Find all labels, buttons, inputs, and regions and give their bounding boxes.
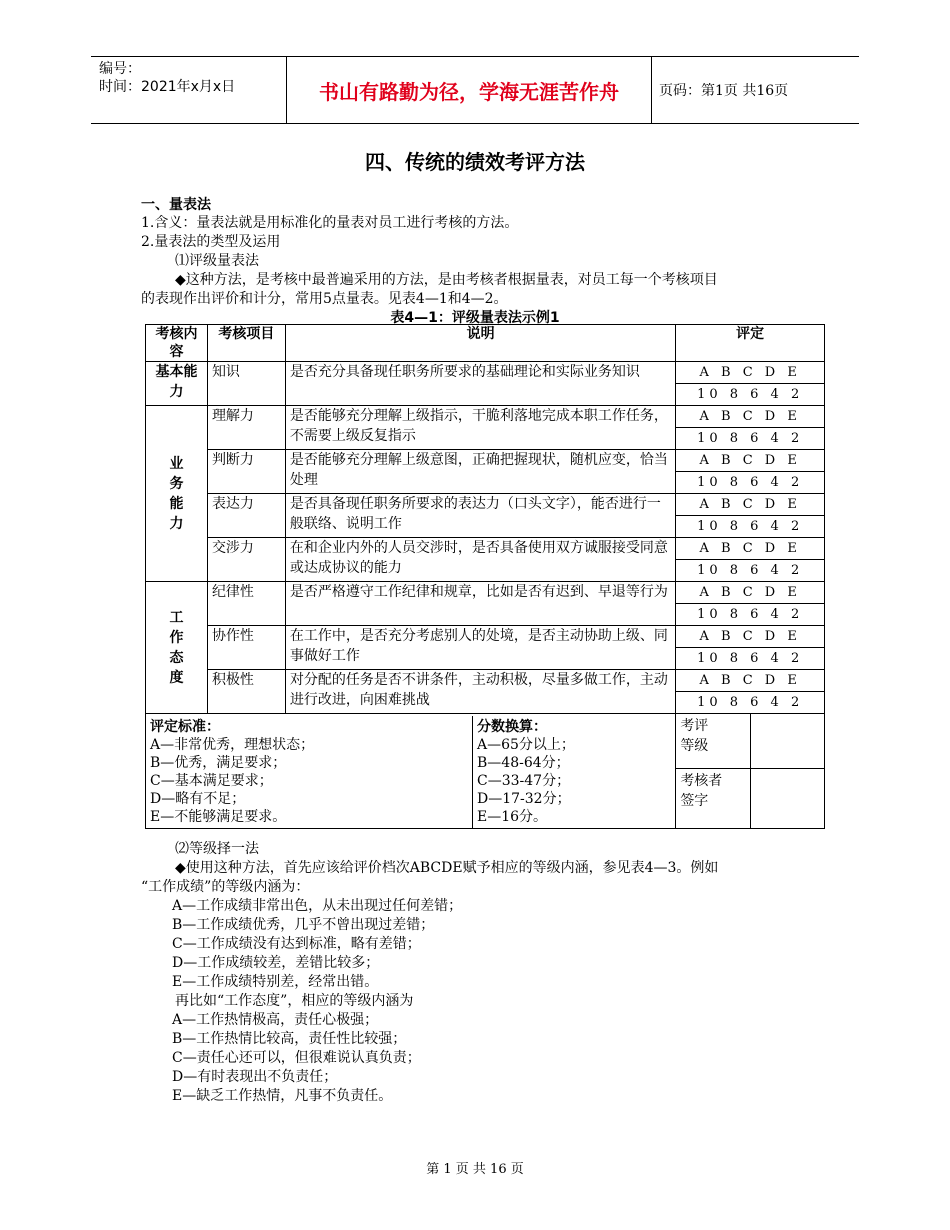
desc-cell: 在工作中，是否充分考虑别人的处境，是否主动协助上级、同事做好工作 bbox=[285, 626, 675, 670]
conversion-column bbox=[472, 716, 675, 828]
assessor-sign-value bbox=[751, 769, 825, 829]
table-row bbox=[146, 538, 825, 560]
item-cell: 知识 bbox=[207, 362, 285, 406]
paragraph-line: C—责任心还可以，但很难说认真负责； bbox=[172, 1050, 421, 1066]
paragraph-line: ◆这种方法，是考核中最普遍采用的方法，是由考核者根据量表，对员工每一个考核项目 bbox=[175, 272, 718, 288]
desc-cell: 对分配的任务是否不讲条件，主动积极，尽量多做工作，主动进行改进，向困难挑战 bbox=[285, 670, 675, 714]
desc-cell: 是否严格遵守工作纪律和规章，比如是否有迟到、早退等行为 bbox=[285, 582, 675, 626]
grade-scores: 10 8 6 4 2 bbox=[676, 604, 825, 626]
paragraph-line: 的表现作出评价和计分，常用5点量表。见表4—1和4—2。 bbox=[141, 291, 508, 307]
desc-cell: 是否能够充分理解上级意图，正确把握现状，随机应变，恰当处理 bbox=[285, 450, 675, 494]
grade-scores: 10 8 6 4 2 bbox=[676, 472, 825, 494]
table-row bbox=[146, 406, 825, 428]
standard-item: D—略有不足； bbox=[150, 791, 246, 807]
paragraph-line: E—缺乏工作热情，凡事不负责任。 bbox=[172, 1088, 393, 1104]
grade-letters: A B C D E bbox=[676, 670, 825, 692]
grade-letters: A B C D E bbox=[676, 362, 825, 384]
paragraph-line: A—工作热情极高，责任心极强； bbox=[172, 1012, 379, 1028]
header-left bbox=[99, 60, 235, 96]
paragraph-line: 1.含义：量表法就是用标准化的量表对员工进行考核的方法。 bbox=[141, 215, 519, 231]
page-footer: 第 1 页 共 16 页 bbox=[426, 1162, 524, 1177]
paragraph-line: 再比如“工作态度”，相应的等级内涵为 bbox=[175, 993, 414, 1009]
paragraph-line: D—工作成绩较差，差错比较多； bbox=[172, 955, 380, 971]
rating-scale-table bbox=[145, 324, 825, 829]
paragraph-line: ⑵等级择一法 bbox=[175, 841, 259, 857]
table-header-row bbox=[146, 325, 825, 362]
item-cell: 判断力 bbox=[207, 450, 285, 494]
item-cell: 协作性 bbox=[207, 626, 285, 670]
table-footer-row bbox=[146, 714, 825, 769]
standard-item: C—基本满足要求； bbox=[150, 773, 273, 789]
table-row bbox=[146, 582, 825, 604]
desc-cell: 在和企业内外的人员交涉时，是否具备使用双方诚服接受同意或达成协议的能力 bbox=[285, 538, 675, 582]
time-label: 时间：2021年x月x日 bbox=[99, 79, 236, 95]
standards-column bbox=[146, 716, 472, 828]
desc-cell: 是否具备现任职务所要求的表达力（口头文字），能否进行一般联络、说明工作 bbox=[285, 494, 675, 538]
conversion-item: C—33-47分； bbox=[477, 773, 571, 789]
item-cell: 积极性 bbox=[207, 670, 285, 714]
standard-item: B—优秀，满足要求； bbox=[150, 755, 287, 771]
standard-item: A—非常优秀，理想状态； bbox=[150, 737, 315, 753]
page-info: 页码：第1页 共16页 bbox=[659, 83, 789, 99]
table-row bbox=[146, 626, 825, 648]
grade-scores: 10 8 6 4 2 bbox=[676, 384, 825, 406]
item-cell: 纪律性 bbox=[207, 582, 285, 626]
paragraph-line: B—工作成绩优秀，几乎不曾出现过差错； bbox=[172, 917, 435, 933]
page-header bbox=[91, 56, 859, 124]
rating-level-label: 考评等级 bbox=[676, 714, 751, 769]
table-row bbox=[146, 362, 825, 384]
standard-item: E—不能够满足要求。 bbox=[150, 809, 287, 825]
conversion-item: A—65分以上； bbox=[477, 737, 575, 753]
grade-scores: 10 8 6 4 2 bbox=[676, 648, 825, 670]
grade-scores: 10 8 6 4 2 bbox=[676, 516, 825, 538]
grade-letters: A B C D E bbox=[676, 406, 825, 428]
grade-letters: A B C D E bbox=[676, 450, 825, 472]
header-item: 考核项目 bbox=[207, 325, 285, 362]
motto: 书山有路勤为径，学海无涯苦作舟 bbox=[286, 57, 652, 123]
section-heading: 一、量表法 bbox=[141, 197, 211, 213]
category-attitude: 工作态度 bbox=[146, 582, 208, 714]
grade-letters: A B C D E bbox=[676, 538, 825, 560]
grade-scores: 10 8 6 4 2 bbox=[676, 692, 825, 714]
grade-letters: A B C D E bbox=[676, 494, 825, 516]
page-title: 四、传统的绩效考评方法 bbox=[365, 150, 585, 174]
paragraph-line: A—工作成绩非常出色，从未出现过任何差错； bbox=[172, 898, 463, 914]
paragraph-line: “工作成绩”的等级内涵为： bbox=[141, 879, 310, 895]
rating-level-value bbox=[751, 714, 825, 769]
table-row bbox=[146, 450, 825, 472]
standards-block bbox=[146, 714, 676, 829]
table-row bbox=[146, 494, 825, 516]
conversion-item: B—48-64分； bbox=[477, 755, 570, 771]
header-rating: 评定 bbox=[676, 325, 825, 362]
grade-scores: 10 8 6 4 2 bbox=[676, 428, 825, 450]
conversion-title: 分数换算： bbox=[477, 719, 547, 735]
paragraph-line: ◆使用这种方法，首先应该给评价档次ABCDE赋予相应的等级内涵，参见表4—3。例如 bbox=[175, 860, 719, 876]
grade-letters: A B C D E bbox=[676, 582, 825, 604]
table-caption: 表4—1：评级量表法示例1 bbox=[390, 310, 560, 326]
paragraph-line: B—工作热情比较高，责任性比较强； bbox=[172, 1031, 407, 1047]
item-cell: 表达力 bbox=[207, 494, 285, 538]
assessor-sign-label: 考核者签字 bbox=[676, 769, 751, 829]
paragraph-line: ⑴评级量表法 bbox=[175, 253, 259, 269]
category-basic: 基本能力 bbox=[146, 362, 208, 406]
item-cell: 交涉力 bbox=[207, 538, 285, 582]
standards-title: 评定标准： bbox=[150, 719, 220, 735]
desc-cell: 是否充分具备现任职务所要求的基础理论和实际业务知识 bbox=[285, 362, 675, 406]
paragraph-line: 2.量表法的类型及运用 bbox=[141, 234, 281, 250]
conversion-item: D—17-32分； bbox=[477, 791, 571, 807]
paragraph-line: E—工作成绩特别差，经常出错。 bbox=[172, 974, 379, 990]
paragraph-line: D—有时表现出不负责任； bbox=[172, 1069, 338, 1085]
grade-letters: A B C D E bbox=[676, 626, 825, 648]
conversion-item: E—16分。 bbox=[477, 809, 548, 825]
header-content: 考核内容 bbox=[146, 325, 208, 362]
category-business: 业务能力 bbox=[146, 406, 208, 582]
grade-scores: 10 8 6 4 2 bbox=[676, 560, 825, 582]
paragraph-line: C—工作成绩没有达到标准，略有差错； bbox=[172, 936, 421, 952]
desc-cell: 是否能够充分理解上级指示，干脆利落地完成本职工作任务，不需要上级反复指示 bbox=[285, 406, 675, 450]
item-cell: 理解力 bbox=[207, 406, 285, 450]
table-row bbox=[146, 670, 825, 692]
header-desc: 说明 bbox=[285, 325, 675, 362]
number-label: 编号： bbox=[99, 61, 141, 77]
